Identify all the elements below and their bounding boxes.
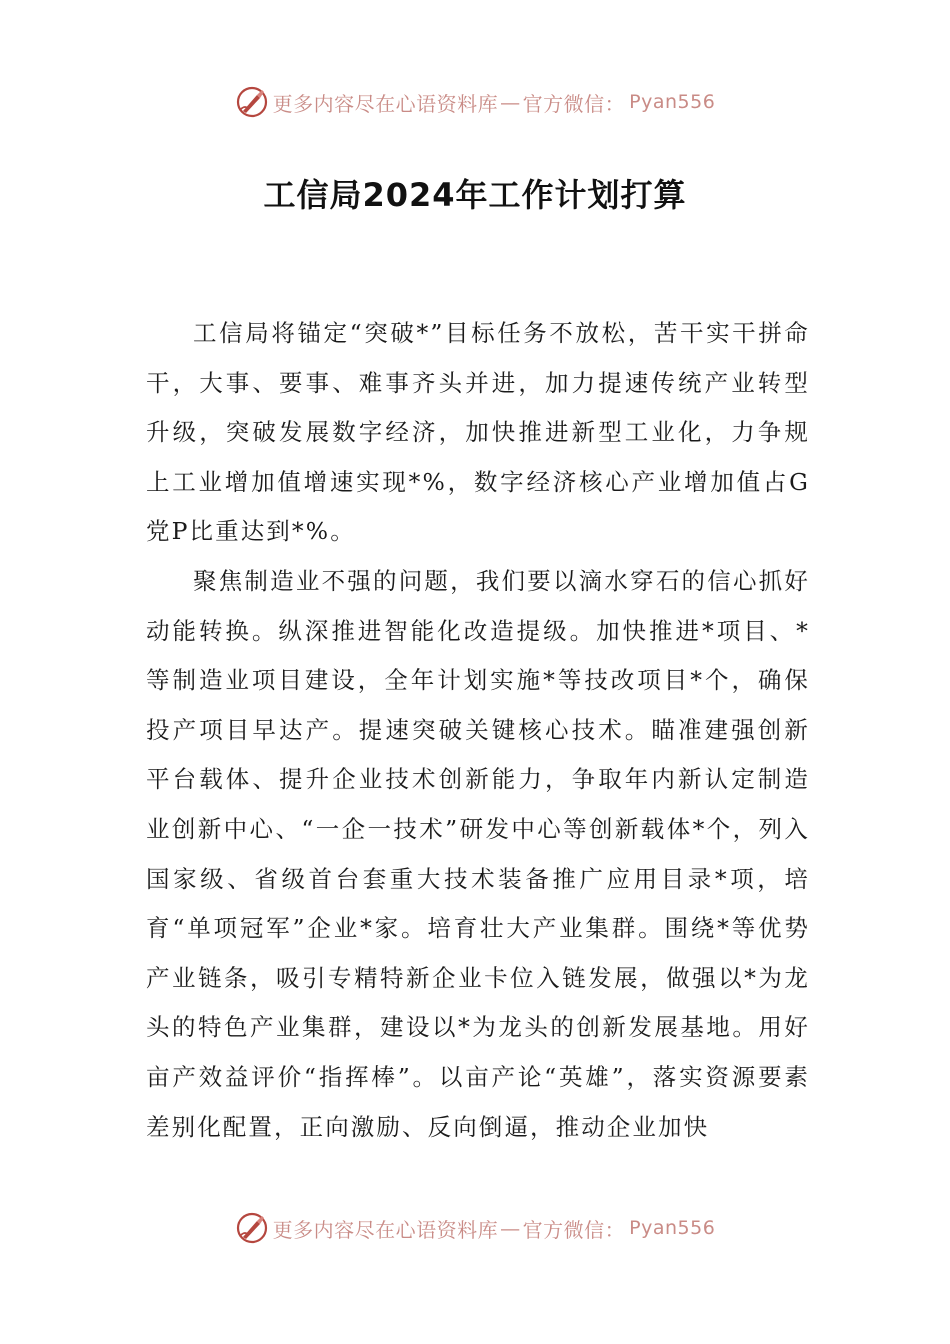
document-title: 工信局2024年工作计划打算 bbox=[263, 176, 687, 214]
footer-site-text: 更多内容尽在心语资料库 bbox=[272, 1217, 499, 1242]
document-body bbox=[146, 309, 810, 1152]
paragraph-1: 工信局将锚定“突破*”目标任务不放松，苦干实干拼命干，大事、要事、难事齐头并进，加力提速传统产业转型升级，突破发展数字经济，加快推进新型工业化，力争规上工业增加值增速实现*%，数字经济核心产业增加值占G党P比重达到*%。 bbox=[146, 319, 810, 546]
header-site-text: 更多内容尽在心语资料库 bbox=[272, 91, 499, 116]
footer-contact-label: 官方微信： bbox=[522, 1217, 626, 1242]
header-banner bbox=[0, 82, 950, 122]
pen-logo-icon bbox=[235, 1211, 269, 1245]
footer-wechat-id: Pyan556 bbox=[629, 1217, 716, 1239]
header-wechat-id: Pyan556 bbox=[629, 91, 716, 113]
footer-banner bbox=[0, 1208, 950, 1248]
header-contact-label: 官方微信： bbox=[522, 91, 626, 116]
paragraph-2: 聚焦制造业不强的问题，我们要以滴水穿石的信心抓好动能转换。纵深推进智能化改造提级。加快推进*项目、*等制造业项目建设，全年计划实施*等技改项目*个，确保投产项目早达产。提速突破关键核心技术。瞄准建强创新平台载体、提升企业技术创新能力，争取年内新认定制造业创新中心、“一企一技术”研发中心等创新载体*个，列入国家级、省级首台套重大技术装备推广应用目录*项，培育“单项冠军”企业*家。培育壮大产业集群。围绕*等优势产业链条，吸引专精特新企业卡位入链发展，做强以*为龙头的特色产业集群，建设以*为龙头的创新发展基地。用好亩产效益评价“指挥棒”。以亩产论“英雄”，落实资源要素差别化配置，正向激励、反向倒逼，推动企业加快 bbox=[146, 566, 810, 1141]
footer-separator: — bbox=[500, 1216, 521, 1240]
header-separator: — bbox=[500, 90, 521, 114]
pen-logo-icon bbox=[235, 85, 269, 119]
